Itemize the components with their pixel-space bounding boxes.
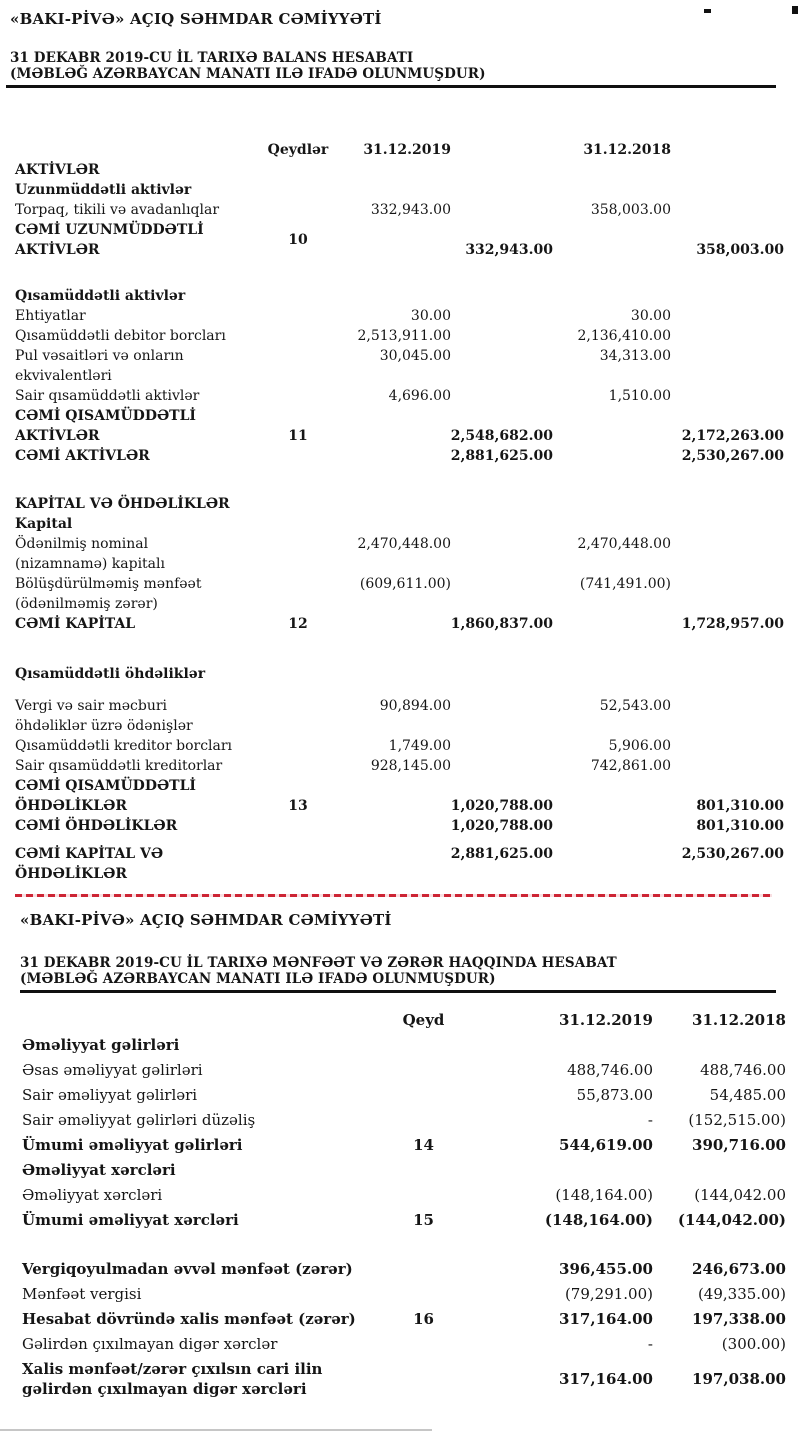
row-value-2019: 2,548,682.00 [450, 428, 553, 444]
table-row [22, 1306, 800, 1331]
row-spacer [15, 836, 800, 844]
row-note-ref: 14 [413, 1135, 434, 1154]
row-label-line1: Torpaq, tikili və avadanlıqlar [15, 202, 220, 218]
row-value-2018: 2,172,263.00 [681, 428, 784, 444]
currency-note: (MƏBLƏĞ AZƏRBAYCAN MANATI ILƏ IFADƏ OLUNMUŞDUR) [10, 66, 486, 82]
row-label [15, 534, 265, 574]
table-row [22, 1207, 800, 1232]
income-statement-rows [22, 1032, 800, 1401]
table-row [15, 574, 800, 614]
row-value-2018: 1,728,957.00 [681, 616, 784, 632]
row-label-line2: (ödənilməmiş zərər) [15, 596, 158, 612]
row-label [15, 494, 265, 514]
table-row [22, 1256, 800, 1281]
scan-speck [792, 6, 798, 14]
row-value-2018: (152,515.00) [688, 1110, 786, 1129]
row-value-2018: 246,673.00 [692, 1259, 786, 1278]
row-value-2019: 332,943.00 [465, 242, 553, 258]
row-label-line1: Qısamüddətli aktivlər [15, 288, 186, 304]
row-label [15, 220, 265, 260]
row-label [22, 1210, 385, 1230]
row-label-line1: Ödənilmiş nominal [15, 536, 149, 552]
row-value-2018: 30.00 [630, 308, 671, 324]
table-row [15, 406, 800, 446]
row-label-line1: Sair qısamüddətli aktivlər [15, 388, 200, 404]
row-spacer [15, 634, 800, 664]
row-note-ref: 15 [413, 1210, 434, 1229]
row-value-2019: (148,164.00) [544, 1210, 653, 1229]
table-row [15, 776, 800, 816]
row-label [22, 1309, 385, 1329]
row-label-line1: Bölüşdürülməmiş mənfəət [15, 576, 202, 592]
row-label-line1: CƏMİ QISAMÜDDƏTLİ [15, 408, 196, 424]
table-row [15, 326, 800, 346]
row-spacer [15, 684, 800, 696]
row-label [15, 756, 265, 776]
row-value-2018: 488,746.00 [700, 1060, 786, 1079]
row-value-2018: 2,530,267.00 [681, 846, 784, 862]
table-row [15, 286, 800, 306]
report-title: 31 DEKABR 2019-CU İL TARIXƏ BALANS HESABATI [10, 50, 414, 66]
row-label [22, 1135, 385, 1155]
row-label-line2: AKTİVLƏR [15, 242, 100, 258]
income-statement-header [0, 897, 800, 993]
row-label-line1: KAPİTAL VƏ ÖHDƏLİKLƏR [15, 496, 230, 512]
row-label [22, 1359, 385, 1399]
row-label-line1: Mənfəət vergisi [22, 1284, 142, 1303]
row-label-line1: Vergi və sair məcburi [15, 698, 168, 714]
balance-sheet-header [0, 0, 800, 88]
row-label [15, 160, 265, 180]
row-value-2019: 55,873.00 [576, 1085, 653, 1104]
row-label [15, 696, 265, 736]
row-note-ref: 11 [288, 428, 308, 444]
balance-sheet-rows [15, 160, 800, 884]
row-label [15, 326, 265, 346]
row-value-2019: 544,619.00 [559, 1135, 653, 1154]
table-row [22, 1157, 800, 1182]
row-label [15, 200, 265, 220]
row-value-2018: 5,906.00 [608, 738, 671, 754]
row-label [22, 1284, 385, 1304]
row-label-line2: ÖHDƏLİKLƏR [15, 866, 127, 882]
row-label-line2: ekvivalentləri [15, 368, 112, 384]
company-name: «BAKI-PİVƏ» AÇIQ SƏHMDAR CƏMİYYƏTİ [20, 911, 392, 929]
row-label-line1: CƏMİ KAPİTAL VƏ [15, 846, 164, 862]
row-label [15, 844, 265, 884]
table-row [22, 1057, 800, 1082]
row-value-2019: 4,696.00 [388, 388, 451, 404]
row-value-2018: 197,038.00 [692, 1369, 786, 1388]
column-header-notes: Qeyd [402, 1010, 445, 1029]
row-value-2018: 358,003.00 [590, 202, 671, 218]
row-value-2018: 2,530,267.00 [681, 448, 784, 464]
table-row [15, 696, 800, 736]
table-row [15, 664, 800, 684]
table-row [15, 220, 800, 260]
row-value-2019: 396,455.00 [559, 1259, 653, 1278]
table-row [15, 386, 800, 406]
row-label-line1: CƏMİ AKTİVLƏR [15, 448, 150, 464]
row-label-line1: Ehtiyatlar [15, 308, 86, 324]
row-value-2018: (144,042.00 [694, 1185, 786, 1204]
row-value-2019: 332,943.00 [370, 202, 451, 218]
table-row [15, 200, 800, 220]
row-label [22, 1160, 385, 1180]
row-value-2019: 2,881,625.00 [450, 846, 553, 862]
row-value-2019: 317,164.00 [559, 1369, 653, 1388]
row-label-line1: Əsas əməliyyat gəlirləri [22, 1060, 203, 1079]
table-row [22, 1082, 800, 1107]
row-value-2019: 2,881,625.00 [450, 448, 553, 464]
table-row [15, 446, 800, 466]
balance-sheet-table [0, 140, 800, 884]
row-label-line1: CƏMİ ÖHDƏLİKLƏR [15, 818, 178, 834]
row-label-line2: (nizamnamə) kapitalı [15, 556, 165, 572]
row-value-2019: 2,470,448.00 [357, 536, 451, 552]
row-label-line1: Qısamüddətli öhdəliklər [15, 666, 206, 682]
row-value-2018: 801,310.00 [696, 798, 784, 814]
row-label-line1: Xalis mənfəət/zərər çıxılsın cari ilin [22, 1359, 323, 1378]
row-label [22, 1110, 385, 1130]
table-row [15, 844, 800, 884]
row-value-2018: 2,136,410.00 [577, 328, 671, 344]
row-label-line1: AKTİVLƏR [15, 162, 100, 178]
row-label-line1: Gəlirdən çıxılmayan digər xərclər [22, 1334, 278, 1353]
income-statement [0, 897, 800, 1401]
table-row [15, 160, 800, 180]
row-value-2019: 30.00 [410, 308, 451, 324]
row-value-2019: 90,894.00 [379, 698, 451, 714]
table-row [15, 306, 800, 326]
row-label [22, 1259, 385, 1279]
row-note-ref: 12 [288, 616, 308, 632]
column-header-2018: 31.12.2018 [583, 142, 671, 158]
row-value-2018: 54,485.00 [709, 1085, 786, 1104]
income-statement-table [0, 1007, 800, 1401]
row-value-2018: 1,510.00 [608, 388, 671, 404]
row-label-line1: Qısamüddətli debitor borcları [15, 328, 226, 344]
row-value-2019: (79,291.00) [564, 1284, 653, 1303]
row-label-line1: Uzunmüddətli aktivlər [15, 182, 192, 198]
column-header-2019: 31.12.2019 [559, 1010, 653, 1029]
row-note-ref: 10 [288, 232, 308, 248]
row-note-ref: 16 [413, 1309, 434, 1328]
row-label-line1: Kapital [15, 516, 73, 532]
row-value-2019: 30,045.00 [379, 348, 451, 364]
row-value-2019: - [647, 1334, 653, 1353]
row-value-2019: 1,020,788.00 [450, 798, 553, 814]
row-label-line1: Vergiqoyulmadan əvvəl mənfəət (zərər) [22, 1259, 353, 1278]
row-value-2019: 1,749.00 [388, 738, 451, 754]
table-row [15, 534, 800, 574]
row-label-line1: CƏMİ KAPİTAL [15, 616, 136, 632]
currency-note: (MƏBLƏĞ AZƏRBAYCAN MANATI ILƏ IFADƏ OLUNMUŞDUR) [20, 971, 496, 987]
bottom-scan-line [0, 1429, 432, 1431]
row-label [15, 664, 265, 684]
row-value-2018: 801,310.00 [696, 818, 784, 834]
table-row [22, 1331, 800, 1356]
row-value-2019: 928,145.00 [370, 758, 451, 774]
company-name: «BAKI-PİVƏ» AÇIQ SƏHMDAR CƏMİYYƏTİ [10, 10, 382, 28]
column-header-2018: 31.12.2018 [692, 1010, 786, 1029]
row-label [22, 1060, 385, 1080]
column-header-row [22, 1007, 800, 1032]
table-row [15, 494, 800, 514]
row-value-2018: (49,335.00) [697, 1284, 786, 1303]
row-value-2018: 34,313.00 [599, 348, 671, 364]
column-header-notes: Qeydlər [267, 142, 329, 158]
row-label [15, 614, 265, 634]
row-value-2018: 197,338.00 [692, 1309, 786, 1328]
row-value-2018: (144,042.00) [677, 1210, 786, 1229]
row-label-line2: AKTİVLƏR [15, 428, 100, 444]
row-value-2019: (609,611.00) [359, 576, 451, 592]
row-value-2018: 742,861.00 [590, 758, 671, 774]
report-title: 31 DEKABR 2019-CU İL TARIXƏ MƏNFƏƏT VƏ ZƏRƏR HAQQINDA HESABAT [20, 955, 617, 971]
row-label [22, 1085, 385, 1105]
row-value-2019: 2,513,911.00 [357, 328, 451, 344]
row-label-line1: Əməliyyat xərcləri [22, 1160, 176, 1179]
table-row [22, 1281, 800, 1306]
table-row [15, 180, 800, 200]
row-label-line1: CƏMİ QISAMÜDDƏTLİ [15, 778, 196, 794]
row-label-line1: CƏMİ UZUNMÜDDƏTLİ [15, 222, 204, 238]
row-value-2018: (300.00) [721, 1334, 786, 1353]
row-label-line1: Sair əməliyyat gəlirləri [22, 1085, 198, 1104]
row-label-line1: Əməliyyat gəlirləri [22, 1035, 180, 1054]
table-row [15, 614, 800, 634]
row-label [15, 406, 265, 446]
row-value-2018: (741,491.00) [579, 576, 671, 592]
row-label-line1: Ümumi əməliyyat gəlirləri [22, 1135, 243, 1154]
row-label [15, 514, 265, 534]
row-value-2019: - [647, 1110, 653, 1129]
row-label [22, 1334, 385, 1354]
row-label-line1: Sair əməliyyat gəlirləri düzəliş [22, 1110, 256, 1129]
row-value-2018: 358,003.00 [696, 242, 784, 258]
row-label [15, 776, 265, 816]
row-label-line2: ÖHDƏLİKLƏR [15, 798, 127, 814]
row-label [15, 816, 265, 836]
row-value-2019: (148,164.00) [555, 1185, 653, 1204]
row-value-2019: 317,164.00 [559, 1309, 653, 1328]
table-row [15, 816, 800, 836]
row-label [15, 346, 265, 386]
header-rule [6, 85, 776, 88]
row-value-2018: 390,716.00 [692, 1135, 786, 1154]
row-label-line1: Ümumi əməliyyat xərcləri [22, 1210, 239, 1229]
row-spacer [22, 1232, 800, 1256]
row-label [15, 446, 265, 466]
table-row [15, 736, 800, 756]
row-spacer [15, 466, 800, 494]
row-note-ref: 13 [288, 798, 308, 814]
table-row [15, 346, 800, 386]
row-label [22, 1035, 385, 1055]
row-label [15, 574, 265, 614]
column-header-2019: 31.12.2019 [363, 142, 451, 158]
row-label-line1: Əməliyyat xərcləri [22, 1185, 163, 1204]
column-header-row [15, 140, 800, 160]
row-label [15, 180, 265, 200]
table-row [22, 1132, 800, 1157]
row-label-line2: öhdəliklər üzrə ödənişlər [15, 718, 193, 734]
scan-speck [704, 9, 711, 13]
table-row [22, 1182, 800, 1207]
header-rule [20, 990, 776, 993]
row-label [15, 286, 265, 306]
table-row [22, 1356, 800, 1401]
row-value-2018: 52,543.00 [599, 698, 671, 714]
row-label [15, 386, 265, 406]
row-label-line1: Sair qısamüddətli kreditorlar [15, 758, 223, 774]
row-value-2018: 2,470,448.00 [577, 536, 671, 552]
table-row [15, 514, 800, 534]
row-value-2019: 1,020,788.00 [450, 818, 553, 834]
row-label-line1: Pul vəsaitləri və onların [15, 348, 184, 364]
row-value-2019: 488,746.00 [567, 1060, 653, 1079]
table-row [15, 756, 800, 776]
row-spacer [15, 260, 800, 286]
row-label-line2: gəlirdən çıxılmayan digər xərcləri [22, 1379, 307, 1398]
row-label [15, 736, 265, 756]
row-label-line1: Qısamüddətli kreditor borcları [15, 738, 233, 754]
row-label [22, 1185, 385, 1205]
row-label [15, 306, 265, 326]
row-label-line1: Hesabat dövründə xalis mənfəət (zərər) [22, 1309, 356, 1328]
table-row [22, 1107, 800, 1132]
table-row [22, 1032, 800, 1057]
row-value-2019: 1,860,837.00 [450, 616, 553, 632]
